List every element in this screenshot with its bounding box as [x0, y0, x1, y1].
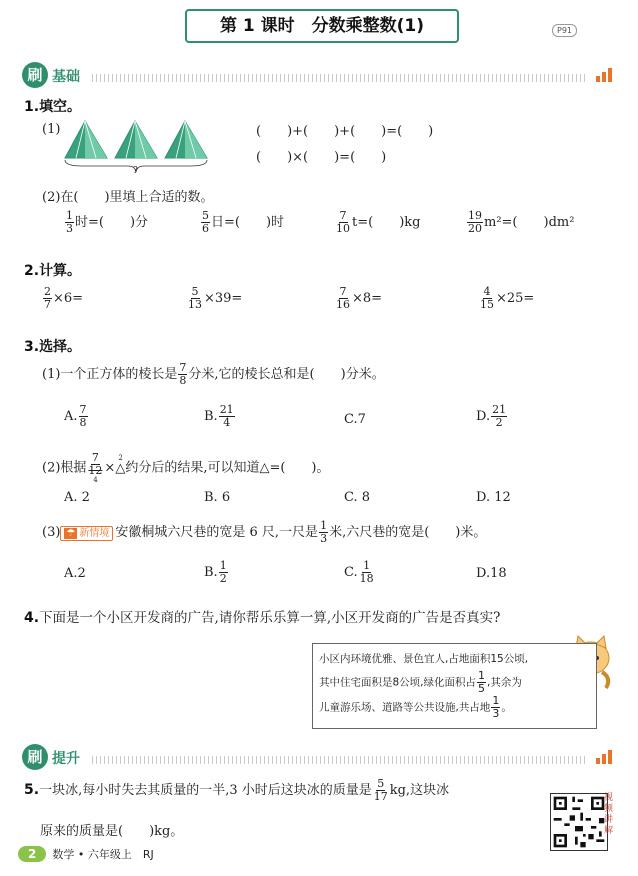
- triangle-icon: [115, 121, 157, 158]
- q1-multiplication-blanks: ( )×( )=( ): [256, 150, 387, 165]
- video-explanation-label[interactable]: 视频讲解: [604, 793, 614, 836]
- q1-part1-label: (1): [42, 122, 61, 137]
- q1-item: $\frac{19}{20}$ m²=( )dm²: [468, 209, 575, 235]
- subject-grade: 数学 • 六年级上 RJ: [52, 848, 154, 861]
- brush-icon: 刷: [22, 62, 48, 88]
- section-divider: [92, 74, 588, 82]
- q2-item: $\frac{4}{15}$ ×25=: [480, 285, 535, 311]
- page-footer: [18, 846, 318, 866]
- question-5-line2: 原来的质量是( )kg。: [40, 824, 184, 839]
- triangle-icon: [65, 121, 107, 158]
- bars-icon: [596, 66, 616, 82]
- q2-item: $\frac{7}{16}$ ×8=: [336, 285, 383, 311]
- triangle-icon: [165, 121, 207, 158]
- question-4-text: 4.下面是一个小区开发商的广告,请你帮乐乐算一算,小区开发商的广告是否真实?: [24, 610, 501, 626]
- q3-p1-option: B. $\frac{21}{4}$: [204, 403, 234, 429]
- question-3-heading: 3.选择。: [24, 339, 82, 355]
- umbrella-icon: ☂: [66, 528, 76, 539]
- q3-p3-option: A.2: [64, 566, 86, 581]
- q3-part3-text: (3) ☂ 新情境 安徽桐城六尺巷的宽是 6 尺,一尺是 $\frac{1}{3}$ 米,六尺巷的宽是( )米。: [42, 519, 487, 545]
- q3-p1-option: C.7: [344, 412, 366, 427]
- page-title: 第 1 课时 分数乘整数(1): [185, 9, 459, 43]
- q3-p1-option: A. $\frac{7}{8}$: [64, 403, 87, 429]
- q3-p2-option: D. 12: [476, 490, 511, 505]
- advertisement-box: 小区内环境优雅、景色宜人,占地面积15公顷, 其中住宅面积是8公顷,绿化面积占 $\frac{1}{5}$ ,其余为 儿童游乐场、道路等公共设施,共占地 $\frac{1}{3}$ 。: [312, 643, 597, 729]
- page-number: 2: [18, 846, 46, 862]
- q3-p3-option: B. $\frac{1}{2}$: [204, 559, 227, 585]
- q3-p3-option: D.18: [476, 566, 507, 581]
- question-1-heading: 1.填空。: [24, 99, 82, 115]
- q3-p2-option: C. 8: [344, 490, 371, 505]
- new-situation-tag: ☂ 新情境: [60, 526, 113, 541]
- section-label: 基础: [52, 69, 80, 85]
- q1-item: $\frac{1}{3}$ 时=( )分: [66, 209, 149, 235]
- section-label: 提升: [52, 751, 80, 767]
- q3-p1-option: D. $\frac{21}{2}$: [476, 403, 507, 429]
- section-divider: [92, 756, 588, 764]
- q3-part2-text: (2)根据 7 12 4 × 2 △约分后的结果,可以知道△=( )。: [42, 451, 330, 484]
- q3-part1-text: (1)一个正方体的棱长是 $\frac{7}{8}$ 分米,它的棱长总和是( )分米。: [42, 361, 385, 387]
- q1-item: $\frac{7}{10}$ t=( )kg: [336, 209, 421, 235]
- q1-part2-label: (2)在( )里填上合适的数。: [42, 190, 214, 205]
- bars-icon: [596, 748, 616, 764]
- brush-icon: 刷: [22, 744, 48, 770]
- section-advanced-header: [22, 744, 616, 770]
- qr-code-icon[interactable]: [550, 793, 608, 851]
- brace-question-mark: ?: [133, 166, 138, 176]
- q3-p2-option: A. 2: [64, 490, 90, 505]
- question-2-heading: 2.计算。: [24, 263, 82, 279]
- q2-item: $\frac{5}{13}$ ×39=: [188, 285, 243, 311]
- q2-item: $\frac{2}{7}$ ×6=: [44, 285, 84, 311]
- question-5-line1: 5.一块冰,每小时失去其质量的一半,3 小时后这块冰的质量是 $\frac{5}{17}$ kg,这块冰: [24, 777, 450, 803]
- q3-p3-option: C. $\frac{1}{18}$: [344, 559, 374, 585]
- q1-item: $\frac{5}{6}$ 日=( )时: [202, 209, 285, 235]
- section-basic-header: [22, 62, 616, 88]
- q1-addition-blanks: ( )+( )+( )=( ): [256, 124, 434, 139]
- page-reference: P91: [552, 24, 577, 37]
- q3-p2-option: B. 6: [204, 490, 231, 505]
